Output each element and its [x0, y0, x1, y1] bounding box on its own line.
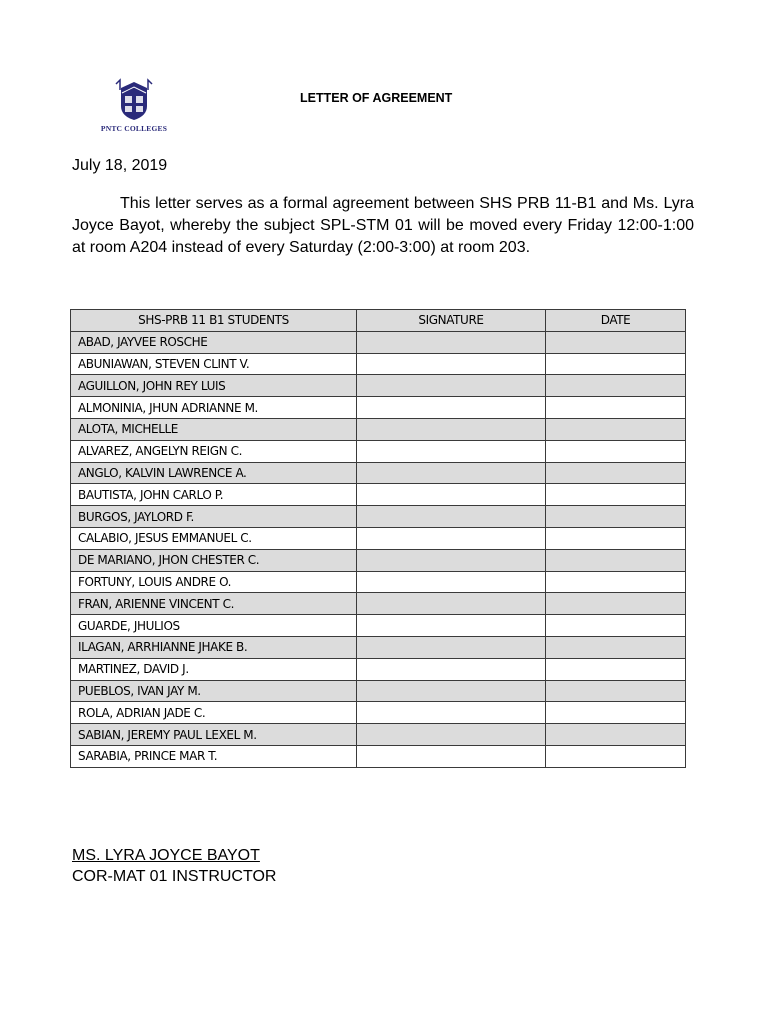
- signature-cell[interactable]: [357, 571, 546, 593]
- signature-cell[interactable]: [357, 615, 546, 637]
- student-name-cell: DE MARIANO, JHON CHESTER C.: [71, 549, 357, 571]
- student-name-cell: MARTINEZ, DAVID J.: [71, 658, 357, 680]
- table-row: [71, 571, 686, 593]
- student-name-cell: ANGLO, KALVIN LAWRENCE A.: [71, 462, 357, 484]
- header-date: DATE: [546, 310, 686, 332]
- date-cell[interactable]: [546, 724, 686, 746]
- date-cell[interactable]: [546, 484, 686, 506]
- pntc-colleges-logo: [96, 76, 172, 134]
- table-row: [71, 549, 686, 571]
- table-row: [71, 331, 686, 353]
- student-name-cell: ILAGAN, ARRHIANNE JHAKE B.: [71, 636, 357, 658]
- table-row: [71, 440, 686, 462]
- student-name-cell: PUEBLOS, IVAN JAY M.: [71, 680, 357, 702]
- date-cell[interactable]: [546, 418, 686, 440]
- student-signature-table: [70, 309, 686, 768]
- table-row: [71, 506, 686, 528]
- student-name-cell: ALVAREZ, ANGELYN REIGN C.: [71, 440, 357, 462]
- signature-cell[interactable]: [357, 658, 546, 680]
- table-row: [71, 658, 686, 680]
- table-row: [71, 418, 686, 440]
- signature-cell[interactable]: [357, 506, 546, 528]
- table-row: [71, 724, 686, 746]
- table-row: [71, 484, 686, 506]
- date-cell[interactable]: [546, 658, 686, 680]
- table-row: [71, 702, 686, 724]
- student-name-cell: CALABIO, JESUS EMMANUEL C.: [71, 527, 357, 549]
- date-cell[interactable]: [546, 397, 686, 419]
- signature-cell[interactable]: [357, 636, 546, 658]
- document-title: LETTER OF AGREEMENT: [300, 91, 453, 105]
- signatory-role: COR-MAT 01 INSTRUCTOR: [72, 868, 277, 885]
- student-name-cell: SARABIA, PRINCE MAR T.: [71, 745, 357, 767]
- date-cell[interactable]: [546, 593, 686, 615]
- date-cell[interactable]: [546, 353, 686, 375]
- table-row: [71, 745, 686, 767]
- signature-cell[interactable]: [357, 527, 546, 549]
- signature-cell[interactable]: [357, 462, 546, 484]
- table-row: [71, 615, 686, 637]
- agreement-paragraph: This letter serves as a formal agreement between SHS PRB 11-B1 and Ms. Lyra Joyce Bayot, whereby the subject SPL-STM 01 will be moved every Friday 12:00-1:00 at room A204 instead of every Saturday (2:00-3:00) at room 203.: [72, 195, 694, 256]
- signature-cell[interactable]: [357, 745, 546, 767]
- signature-cell[interactable]: [357, 680, 546, 702]
- table-row: [71, 680, 686, 702]
- date-cell[interactable]: [546, 571, 686, 593]
- student-name-cell: SABIAN, JEREMY PAUL LEXEL M.: [71, 724, 357, 746]
- table-row: [71, 375, 686, 397]
- letter-date: July 18, 2019: [72, 157, 168, 174]
- header-signature: SIGNATURE: [357, 310, 546, 332]
- signature-cell[interactable]: [357, 331, 546, 353]
- date-cell[interactable]: [546, 702, 686, 724]
- signature-cell[interactable]: [357, 418, 546, 440]
- date-cell[interactable]: [546, 527, 686, 549]
- signature-cell[interactable]: [357, 702, 546, 724]
- student-name-cell: FRAN, ARIENNE VINCENT C.: [71, 593, 357, 615]
- table-row: [71, 636, 686, 658]
- date-cell[interactable]: [546, 506, 686, 528]
- student-name-cell: AGUILLON, JOHN REY LUIS: [71, 375, 357, 397]
- date-cell[interactable]: [546, 375, 686, 397]
- signature-cell[interactable]: [357, 484, 546, 506]
- table-header-row: [71, 310, 686, 332]
- student-name-cell: BAUTISTA, JOHN CARLO P.: [71, 484, 357, 506]
- shield-icon: [96, 76, 172, 124]
- student-name-cell: GUARDE, JHULIOS: [71, 615, 357, 637]
- signature-cell[interactable]: [357, 375, 546, 397]
- date-cell[interactable]: [546, 745, 686, 767]
- date-cell[interactable]: [546, 331, 686, 353]
- date-cell[interactable]: [546, 440, 686, 462]
- student-name-cell: FORTUNY, LOUIS ANDRE O.: [71, 571, 357, 593]
- table-row: [71, 593, 686, 615]
- table-row: [71, 397, 686, 419]
- student-name-cell: BURGOS, JAYLORD F.: [71, 506, 357, 528]
- student-rows: [71, 331, 686, 767]
- date-cell[interactable]: [546, 680, 686, 702]
- signature-cell[interactable]: [357, 440, 546, 462]
- signature-cell[interactable]: [357, 353, 546, 375]
- student-name-cell: ABUNIAWAN, STEVEN CLINT V.: [71, 353, 357, 375]
- signature-cell[interactable]: [357, 397, 546, 419]
- table-row: [71, 353, 686, 375]
- logo-text: PNTC COLLEGES: [100, 124, 168, 133]
- date-cell[interactable]: [546, 549, 686, 571]
- student-name-cell: ROLA, ADRIAN JADE C.: [71, 702, 357, 724]
- signature-cell[interactable]: [357, 549, 546, 571]
- date-cell[interactable]: [546, 615, 686, 637]
- student-name-cell: ALMONINIA, JHUN ADRIANNE M.: [71, 397, 357, 419]
- date-cell[interactable]: [546, 636, 686, 658]
- date-cell[interactable]: [546, 462, 686, 484]
- signatory-name: MS. LYRA JOYCE BAYOT: [72, 847, 260, 864]
- signature-cell[interactable]: [357, 593, 546, 615]
- header-students: SHS-PRB 11 B1 STUDENTS: [71, 310, 357, 332]
- signature-cell[interactable]: [357, 724, 546, 746]
- student-name-cell: ABAD, JAYVEE ROSCHE: [71, 331, 357, 353]
- table-row: [71, 527, 686, 549]
- table-row: [71, 462, 686, 484]
- student-name-cell: ALOTA, MICHELLE: [71, 418, 357, 440]
